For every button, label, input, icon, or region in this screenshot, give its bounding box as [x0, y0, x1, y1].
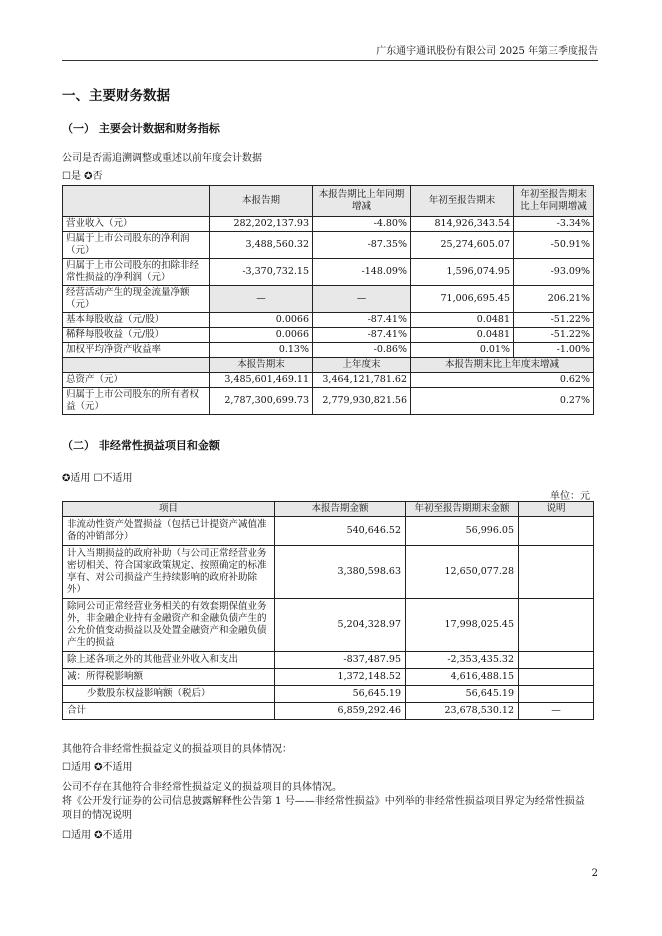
cell-value: 6,859,292.46: [275, 703, 406, 720]
cell-value: 12,650,077.28: [406, 546, 519, 599]
cell-value: 1,372,148.52: [275, 669, 406, 686]
cell-note: [519, 546, 594, 599]
table-row: [63, 546, 594, 599]
cell-value: -3,370,732.15: [210, 259, 313, 286]
row-label: 归属于上市公司股东的所有者权益（元）: [63, 388, 210, 415]
table-row: [63, 652, 594, 669]
table-row: [63, 388, 594, 415]
row-label: 减：所得税影响额: [63, 669, 275, 686]
header-cell: 本报告期末比上年度末增减: [411, 358, 594, 373]
row-label: 合计: [63, 703, 275, 720]
financial-indicators-table: [62, 185, 594, 415]
cell-value: —: [210, 286, 313, 313]
cell-value: -2,353,435.32: [406, 652, 519, 669]
cell-value: 4,616,488.15: [406, 669, 519, 686]
row-label: 计入当期损益的政府补助（与公司正常经营业务密切相关、符合国家政策规定、按照确定的标准享有、对公司损益产生持续影响的政府补助除外）: [63, 546, 275, 599]
header-cell: 上年度末: [313, 358, 411, 373]
table-row: [63, 232, 594, 259]
row-label: 归属于上市公司股东的净利润（元）: [63, 232, 210, 259]
row-label: 基本每股收益（元/股）: [63, 313, 210, 328]
restate-question: 公司是否需追溯调整或重述以前年度会计数据: [62, 153, 262, 164]
cell-value: 0.27%: [411, 388, 594, 415]
no-other-items-note: 公司不存在其他符合非经常性损益定义的损益项目的具体情况。: [62, 782, 342, 793]
row-label: 少数股东权益影响额（税后）: [63, 686, 275, 703]
cell-value: 25,274,605.07: [411, 232, 514, 259]
cell-value: -50.91%: [514, 232, 594, 259]
unit-label: 单位：元: [550, 491, 590, 502]
cell-note: [519, 599, 594, 652]
cell-value: 814,926,343.54: [411, 217, 514, 232]
cell-value: 56,996.05: [406, 517, 519, 546]
cell-note: [519, 517, 594, 546]
cell-value: -3.34%: [514, 217, 594, 232]
cell-value: -87.35%: [313, 232, 411, 259]
cell-value: 0.0066: [210, 328, 313, 343]
cell-value: -51.22%: [514, 313, 594, 328]
cell-note: [519, 652, 594, 669]
row-label: 除上述各项之外的其他营业外收入和支出: [63, 652, 275, 669]
applicability-options-3: ☐适用 ✪不适用: [62, 830, 133, 841]
applicability-options: ✪适用 ☐不适用: [62, 473, 133, 484]
cell-value: -93.09%: [514, 259, 594, 286]
cell-value: -837,487.95: [275, 652, 406, 669]
table-row: [63, 703, 594, 720]
table-row: [63, 217, 594, 232]
subsection-title-2: （二） 非经常性损益项目和金额: [62, 439, 220, 452]
subsection-title-1: （一） 主要会计数据和财务指标: [62, 122, 220, 135]
table-subheader-row: [63, 358, 594, 373]
table-row: [63, 328, 594, 343]
cell-value: 17,998,025.45: [406, 599, 519, 652]
table-header-row: [63, 502, 594, 517]
cell-value: 5,204,328.97: [275, 599, 406, 652]
table-row: [63, 517, 594, 546]
cell-value: -148.09%: [313, 259, 411, 286]
header-divider: [62, 60, 598, 61]
cell-value: 0.0481: [411, 328, 514, 343]
header-cell: 本报告期金额: [275, 502, 406, 517]
header-cell: 本报告期末: [210, 358, 313, 373]
cell-value: 2,779,930,821.56: [313, 388, 411, 415]
cell-value: 1,596,074.95: [411, 259, 514, 286]
table-row: [63, 669, 594, 686]
row-label: 总资产（元）: [63, 373, 210, 388]
cell-value: 0.01%: [411, 343, 514, 358]
row-label: 加权平均净资产收益率: [63, 343, 210, 358]
cell-note: [519, 669, 594, 686]
reclassification-note: 将《公开发行证券的公司信息披露解释性公告第 1 号——非经常性损益》中列举的非经常性损益项目界定为经常性损益项目的情况说明: [62, 796, 585, 821]
cell-value: -87.41%: [313, 328, 411, 343]
row-label: 归属于上市公司股东的扣除非经常性损益的净利润（元）: [63, 259, 210, 286]
cell-value: -0.86%: [313, 343, 411, 358]
section-title: 一、主要财务数据: [62, 88, 170, 104]
row-label: 营业收入（元）: [63, 217, 210, 232]
table-row: [63, 313, 594, 328]
table-row: [63, 259, 594, 286]
cell-value: 0.62%: [411, 373, 594, 388]
cell-value: —: [313, 286, 411, 313]
cell-value: 206.21%: [514, 286, 594, 313]
restate-options: ☐是 ✪否: [62, 171, 103, 182]
table-row: [63, 286, 594, 313]
header-cell: 年初至报告期末: [411, 186, 514, 217]
table-row: [63, 373, 594, 388]
header-cell: [63, 358, 210, 373]
header-cell: 说明: [519, 502, 594, 517]
header-cell: 本报告期比上年同期增减: [313, 186, 411, 217]
cell-value: -51.22%: [514, 328, 594, 343]
cell-value: 0.13%: [210, 343, 313, 358]
cell-value: 540,646.52: [275, 517, 406, 546]
row-label: 经营活动产生的现金流量净额（元）: [63, 286, 210, 313]
cell-value: 56,645.19: [406, 686, 519, 703]
cell-value: 2,787,300,699.73: [210, 388, 313, 415]
cell-value: 3,485,601,469.11: [210, 373, 313, 388]
table-row: [63, 686, 594, 703]
cell-value: 71,006,695.45: [411, 286, 514, 313]
row-label: 稀释每股收益（元/股）: [63, 328, 210, 343]
non-recurring-items-table: [62, 501, 594, 720]
other-items-note: 其他符合非经常性损益定义的损益项目的具体情况：: [62, 744, 292, 755]
cell-value: 3,488,560.32: [210, 232, 313, 259]
header-cell: [63, 186, 210, 217]
table-row: [63, 599, 594, 652]
cell-note: —: [519, 703, 594, 720]
cell-value: 56,645.19: [275, 686, 406, 703]
row-label: 除同公司正常经营业务相关的有效套期保值业务外，非金融企业持有金融资产和金融负债产生的公允价值变动损益以及处置金融资产和金融负债产生的损益: [63, 599, 275, 652]
cell-note: [519, 686, 594, 703]
cell-value: -4.80%: [313, 217, 411, 232]
table-row: [63, 343, 594, 358]
cell-value: 3,464,121,781.62: [313, 373, 411, 388]
header-cell: 项目: [63, 502, 275, 517]
header-cell: 年初至报告期末比上年同期增减: [514, 186, 594, 217]
cell-value: 3,380,598.63: [275, 546, 406, 599]
page-header: 广东通宇通讯股份有限公司 2025 年第三季度报告: [376, 46, 598, 57]
header-cell: 年初至报告期期末金额: [406, 502, 519, 517]
cell-value: -87.41%: [313, 313, 411, 328]
applicability-options-2: ☐适用 ✪不适用: [62, 762, 133, 773]
cell-value: 0.0481: [411, 313, 514, 328]
table-header-row: [63, 186, 594, 217]
cell-value: -1.00%: [514, 343, 594, 358]
cell-value: 0.0066: [210, 313, 313, 328]
page-number: 2: [591, 868, 598, 879]
row-label: 非流动性资产处置损益（包括已计提资产减值准备的冲销部分）: [63, 517, 275, 546]
header-cell: 本报告期: [210, 186, 313, 217]
cell-value: 23,678,530.12: [406, 703, 519, 720]
cell-value: 282,202,137.93: [210, 217, 313, 232]
